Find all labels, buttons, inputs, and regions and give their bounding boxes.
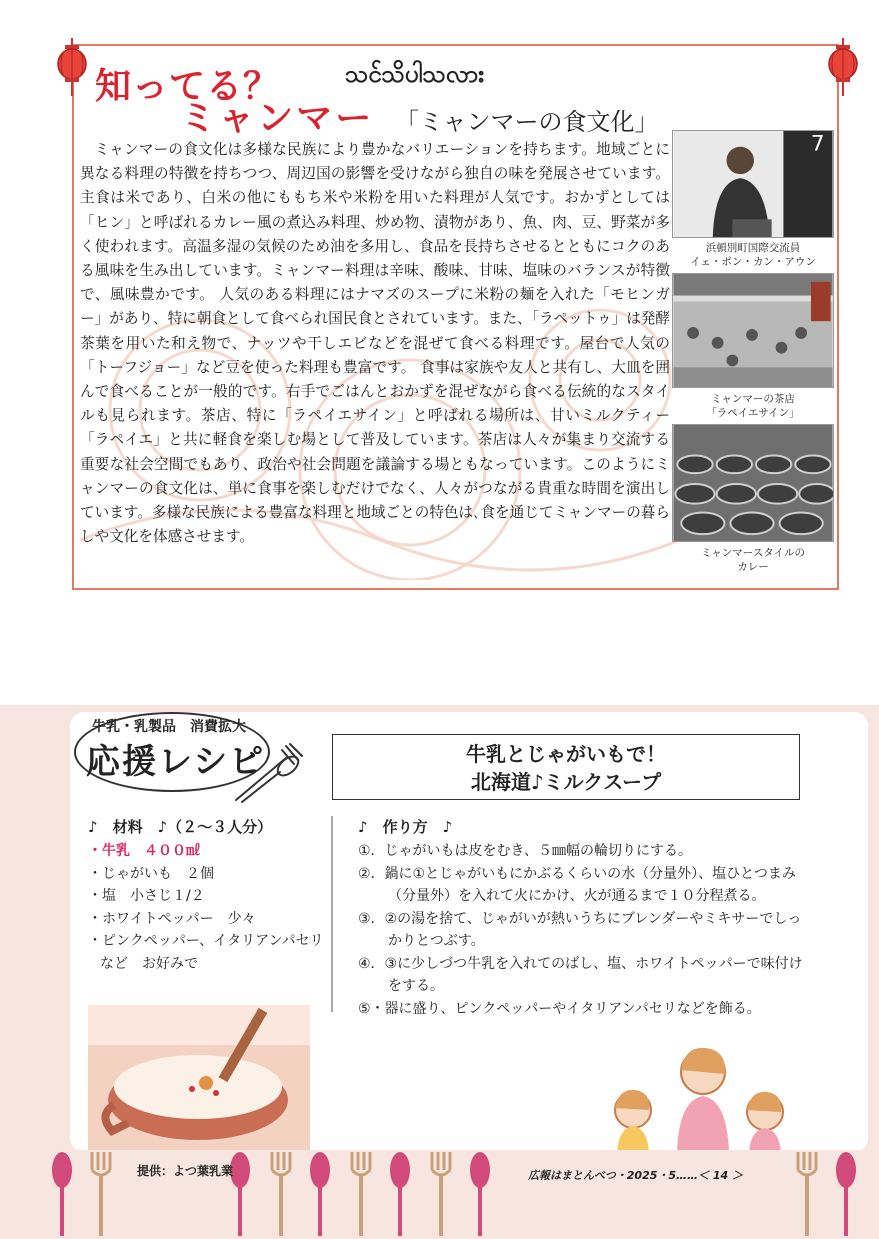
list-item: ・塩 小さじ１/２: [88, 888, 205, 904]
photo-tea-shop: [672, 273, 834, 388]
article-subtitle: 「ミャンマーの食文化」: [395, 108, 659, 136]
cutlery-border: [0, 1150, 879, 1239]
photo-curry: [672, 424, 834, 542]
photo-caption: ミャンマースタイルの カレー: [700, 547, 806, 573]
country-title: ミャンマー: [180, 98, 375, 139]
photo-caption: ミャンマーの茶店 「ラペイエサイン」: [706, 393, 800, 419]
list-item: ②．鍋に①とじゃがいもにかぶるくらいの水（分量外）、塩ひとつまみ（分量外）を入れて火にかけ、火が通るまで１０分程煮る。: [358, 865, 796, 904]
soup-photo: [88, 1005, 310, 1153]
list-item: ③．②の湯を捨て、じゃがいが熱いうちにブレンダーやミキサーでしっかりとつぶす。: [358, 910, 802, 949]
lantern-icon: [55, 38, 89, 98]
article-body: ミャンマーの食文化は多様な民族により豊かなバリエーションを持ちます。地域ごとに異なる料理の特徴を持ちつつ、周辺国の影響を受けながら独自の味を発展させています。主食は米であり、白米の他にももち米や米粉を用いた料理が人気です。おかずとしては「ヒン」と呼ばれるカレー風の煮込み料理、炒め物、漬物があり、魚、肉、豆、野菜が多く使われます。高温多湿の気候のため油を多用し、食品を長持ちさせるとともにコクのある風味を生み出しています。ミャンマー料理は辛味、酸味、甘味、塩味のバランスが特徴で、風味豊かです。 人気のある料理にはナマズのスープに米粉の麺を入れた「モヒンガー」があり、特に朝食として食べられ国民食とされています。また、「ラペットゥ」は発酵茶葉を用いた和え物で、ナッツや干しエビなどを混ぜて食べる料理です。屋台で人気の「トーフジョー」など豆を使った料理も豊富です。 食事は家族や友人と共有し、大皿を囲んで食べることが一般的です。右手でごはんとおかずを混ぜながら食べる伝統的なスタイルも見られます。茶店、特に「ラペイエサイン」と呼ばれる場所は、甘いミルクティー「ラペイエ」と共に軽食を楽しむ場として普及しています。茶店は人々が集まり交流する重要な社会空間でもあり、政治や社会問題を議論する場ともなっています。このようにミャンマーの食文化は、単に食事を楽しむだけでなく、人々がつながる貴重な時間を演出しています。多様な民族による豊富な料理と地域ごとの特色は､食を通じてミャンマーの暮らしや文化を体感させます。: [80, 141, 670, 546]
list-item: ⑤・器に盛り、ピンクペッパーやイタリアンパセリなどを飾る。: [358, 1000, 761, 1017]
family-illustration: [605, 1040, 795, 1152]
list-item: ・ピンクペッパー、イタリアンパセリなど お好みで: [88, 933, 324, 972]
ingredients-list: [88, 840, 328, 975]
fork-spoon-icon: [230, 742, 310, 804]
steps-list: [358, 840, 806, 1020]
list-item: ④．③に少しづつ牛乳を入れてのばし、塩、ホワイトペッパーで味付けをする。: [358, 955, 803, 994]
badge-title: 応援レシピ: [86, 742, 266, 782]
lantern-icon: [826, 38, 860, 98]
ingredients-heading: ♪ 材料 ♪（２～３人分）: [88, 818, 273, 836]
badge-subtitle: 牛乳・乳製品 消費拡大: [92, 719, 246, 735]
list-item: ・牛乳 ４００㎖: [88, 843, 200, 859]
recipe-credit: 提供：よつ葉乳業: [137, 1164, 234, 1178]
burmese-title: သင်သိပါသလား: [345, 60, 485, 88]
svg-text:7: 7: [810, 131, 825, 157]
photo-caption: 浜頓別町国際交流員 イェ・ポン・カン・アウン: [690, 242, 816, 268]
column-divider: [331, 816, 333, 1012]
list-item: ・ホワイトペッパー 少々: [88, 910, 256, 927]
recipe-title: 牛乳とじゃがいもで！ 北海道♪ミルクスープ: [332, 734, 800, 800]
list-item: ①．じゃがいもは皮をむき、５㎜幅の輪切りにする。: [358, 843, 692, 859]
kicker-title: 知ってる？: [95, 65, 281, 107]
page-footer: 広報はまとんべつ・2025・5……＜ 14 ＞: [528, 1169, 744, 1182]
photo-person: [672, 130, 834, 238]
steps-heading: ♪ 作り方 ♪: [358, 818, 453, 836]
list-item: ・じゃがいも ２個: [88, 865, 214, 882]
